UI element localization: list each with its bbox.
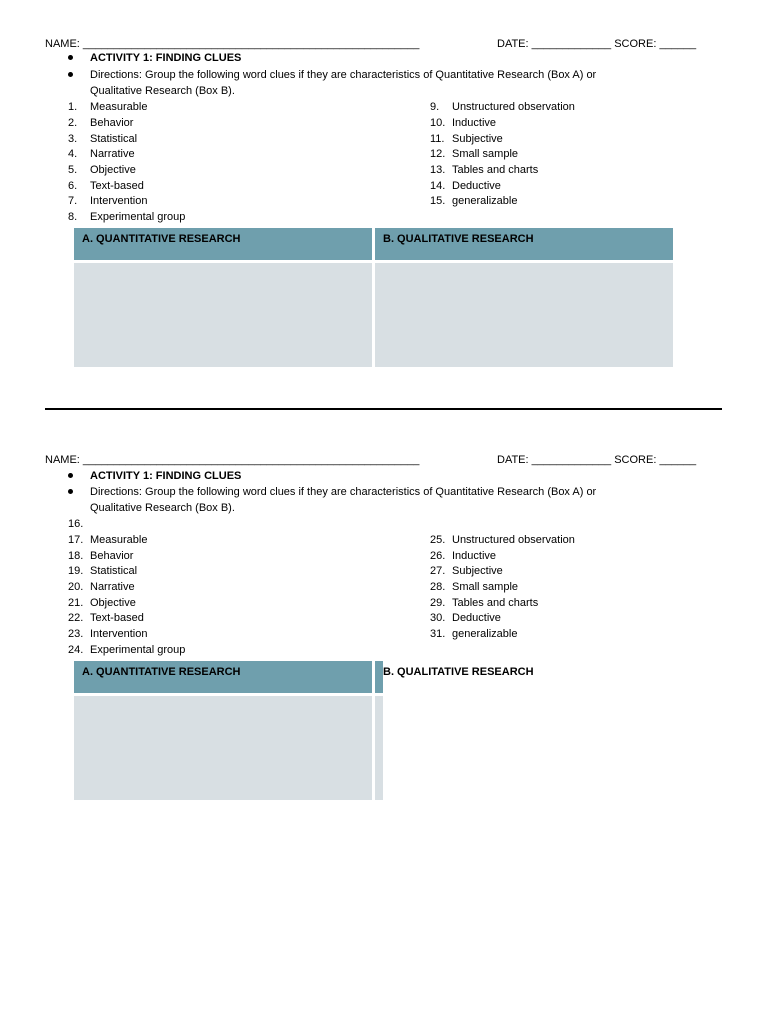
list-item: Objective <box>90 164 136 176</box>
list-item: Unstructured observation <box>452 101 575 113</box>
activity-title: ACTIVITY 1: FINDING CLUES <box>90 52 242 64</box>
item-number: 7. <box>68 195 78 207</box>
item-number: 3. <box>68 133 78 145</box>
list-item: Measurable <box>90 534 148 546</box>
item-number: 31. <box>430 628 446 640</box>
item-number: 6. <box>68 180 78 192</box>
list-item: Unstructured observation <box>452 534 575 546</box>
list-item: Tables and charts <box>452 597 539 609</box>
item-number: 15. <box>430 195 446 207</box>
item-number: 28. <box>430 581 446 593</box>
list-item: Subjective <box>452 133 503 145</box>
item-number: 25. <box>430 534 446 546</box>
name-field[interactable]: NAME: _______________________________________________________ <box>45 454 420 466</box>
list-item: Text-based <box>90 612 144 624</box>
item-number: 22. <box>68 612 84 624</box>
bullet-icon <box>68 473 73 478</box>
list-item: Deductive <box>452 612 501 624</box>
activity-title: ACTIVITY 1: FINDING CLUES <box>90 470 242 482</box>
list-item: Small sample <box>452 148 519 160</box>
list-item: Inductive <box>452 117 497 129</box>
list-item: Intervention <box>90 628 148 640</box>
item-number: 29. <box>430 597 446 609</box>
box-a-header: A. QUANTITATIVE RESEARCH <box>74 661 372 693</box>
list-item: generalizable <box>452 628 518 640</box>
box-a-header: A. QUANTITATIVE RESEARCH <box>74 228 372 260</box>
list-item: Statistical <box>90 565 138 577</box>
item-number: 8. <box>68 211 78 223</box>
list-item: Statistical <box>90 133 138 145</box>
list-item: Experimental group <box>90 644 186 656</box>
directions-line-2: Qualitative Research (Box B). <box>90 502 235 514</box>
item-number: 10. <box>430 117 446 129</box>
list-item: Small sample <box>452 581 519 593</box>
item-number: 16. <box>68 518 84 530</box>
item-number: 13. <box>430 164 446 176</box>
list-item: Tables and charts <box>452 164 539 176</box>
box-b-answer-sliver[interactable] <box>375 696 383 800</box>
item-number: 14. <box>430 180 446 192</box>
item-number: 20. <box>68 581 84 593</box>
item-number: 21. <box>68 597 84 609</box>
item-number: 19. <box>68 565 84 577</box>
list-item: Behavior <box>90 550 134 562</box>
item-number: 5. <box>68 164 78 176</box>
item-number: 26. <box>430 550 446 562</box>
item-number: 9. <box>430 101 440 113</box>
directions-line-1: Directions: Group the following word clues if they are characteristics of Quantitative Research (Box A) or <box>90 486 597 498</box>
item-number: 17. <box>68 534 84 546</box>
list-item: Behavior <box>90 117 134 129</box>
directions-line-2: Qualitative Research (Box B). <box>90 85 235 97</box>
item-number: 11. <box>430 133 445 145</box>
directions-line-1: Directions: Group the following word clues if they are characteristics of Quantitative Research (Box A) or <box>90 69 597 81</box>
box-a-answer-area[interactable] <box>74 696 372 800</box>
item-number: 1. <box>68 101 78 113</box>
list-item: Narrative <box>90 148 135 160</box>
item-number: 27. <box>430 565 446 577</box>
list-item: Subjective <box>452 565 503 577</box>
box-a-answer-area[interactable] <box>74 263 372 367</box>
date-score-field[interactable]: DATE: _____________ SCORE: ______ <box>497 454 697 466</box>
item-number: 23. <box>68 628 84 640</box>
bullet-icon <box>68 55 73 60</box>
bullet-icon <box>68 489 73 494</box>
cut-line-divider <box>45 408 722 410</box>
list-item: Narrative <box>90 581 135 593</box>
item-number: 30. <box>430 612 446 624</box>
list-item: Deductive <box>452 180 501 192</box>
item-number: 4. <box>68 148 78 160</box>
item-number: 2. <box>68 117 78 129</box>
list-item: Intervention <box>90 195 148 207</box>
list-item: Inductive <box>452 550 497 562</box>
name-field[interactable]: NAME: _______________________________________________________ <box>45 38 420 50</box>
box-b-header-sliver <box>375 661 383 693</box>
box-b-header: B. QUALITATIVE RESEARCH <box>375 228 673 260</box>
date-score-field[interactable]: DATE: _____________ SCORE: ______ <box>497 38 697 50</box>
list-item: Experimental group <box>90 211 186 223</box>
list-item: Objective <box>90 597 136 609</box>
list-item: Measurable <box>90 101 148 113</box>
item-number: 24. <box>68 644 84 656</box>
list-item: Text-based <box>90 180 144 192</box>
box-b-label: B. QUALITATIVE RESEARCH <box>383 666 534 678</box>
item-number: 18. <box>68 550 84 562</box>
bullet-icon <box>68 72 73 77</box>
list-item: generalizable <box>452 195 518 207</box>
box-b-answer-area[interactable] <box>375 263 673 367</box>
item-number: 12. <box>430 148 446 160</box>
